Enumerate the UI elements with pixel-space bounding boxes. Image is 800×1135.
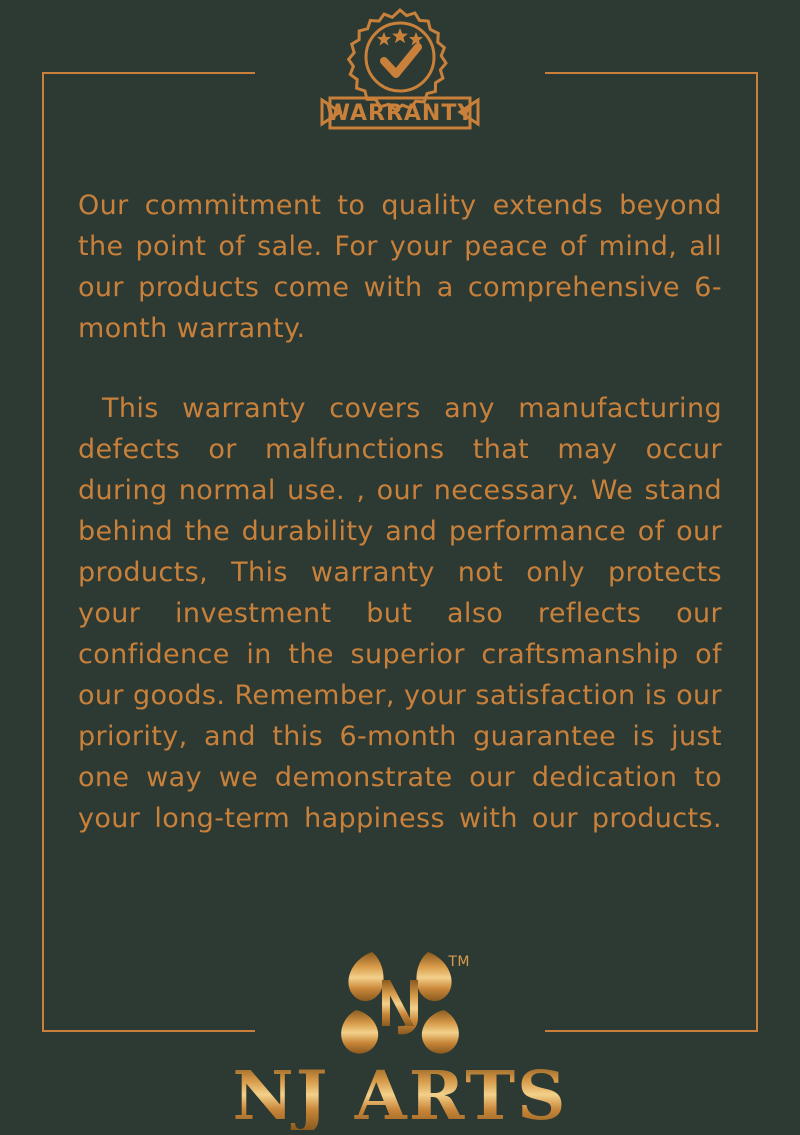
warranty-text-block [78,185,722,880]
brand-name: NJ ARTS [0,1062,800,1130]
warranty-seal-checkmark-icon [300,4,500,144]
warranty-paragraph-2: This warranty covers any manufacturing defects or malfunctions that may occur during normal use. , our necessary. We stand behind the durability and performance of our products, This warranty not only protects your investment but also reflects our confidence in the superior craftsmanship of our goods. Remember, your satisfaction is our priority, and this 6-month guarantee is just one way we demonstrate our dedication to your long-term happiness with our products. [78,393,722,834]
brand-block [0,944,800,1135]
warranty-paragraph-1: Our commitment to quality extends beyond the point of sale. For your peace of mind, all our products come with a comprehensive 6-month warranty. [78,190,722,344]
trademark-symbol: TM [448,954,470,970]
warranty-badge-label: WARRANTY [325,101,475,126]
nj-butterfly-monogram-icon [320,944,480,1062]
